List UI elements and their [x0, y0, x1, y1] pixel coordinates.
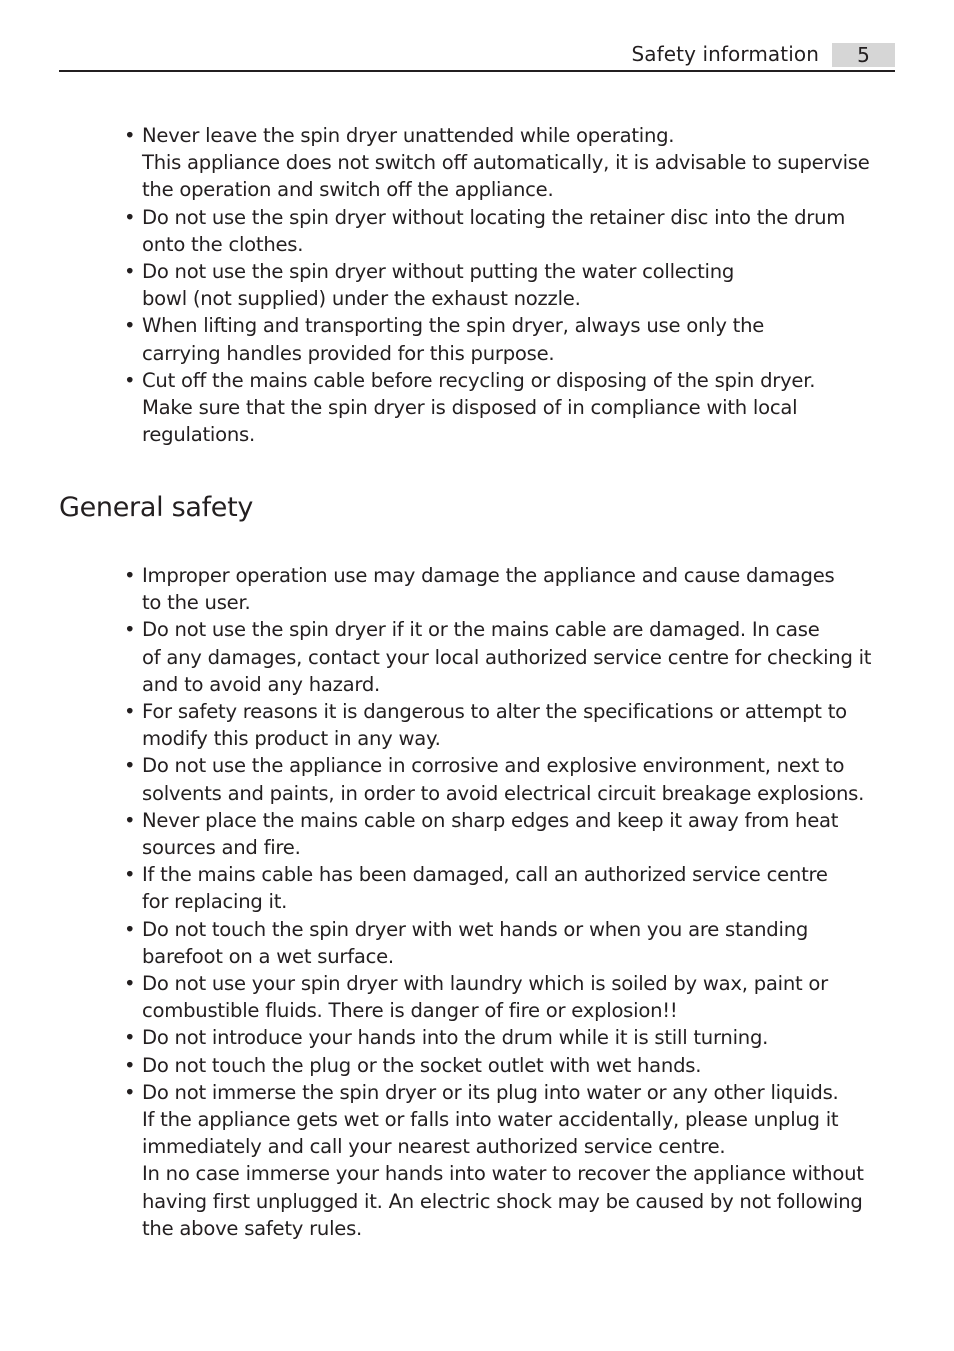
list-item-line: This appliance does not switch off automatically, it is advisable to supervise: [142, 151, 870, 175]
list-item: [124, 861, 869, 915]
list-item-line: • Do not touch the plug or the socket outlet with wet hands.: [142, 1053, 702, 1077]
list-item-line: carrying handles provided for this purpose.: [142, 341, 555, 365]
list-item-line: • Do not immerse the spin dryer or its plug into water or any other liquids.: [142, 1080, 839, 1104]
list-item-line: combustible fluids. There is danger of fire or explosion!!: [142, 999, 678, 1023]
list-item-line: • If the mains cable has been damaged, call an authorized service centre: [142, 863, 828, 887]
list-item-line: and to avoid any hazard.: [142, 672, 381, 696]
general-safety-list: [124, 562, 872, 1242]
list-item-line: • Do not introduce your hands into the drum while it is still turning.: [142, 1026, 769, 1050]
list-item-line: • Do not use the spin dryer if it or the mains cable are damaged. In case: [142, 618, 820, 642]
list-item-line: regulations.: [142, 423, 255, 447]
list-item-line: modify this product in any way.: [142, 727, 441, 751]
list-item-line: • For safety reasons it is dangerous to alter the specifications or attempt to: [142, 700, 847, 724]
list-item: [124, 1052, 869, 1079]
list-item: [124, 970, 869, 1024]
list-item-line: to the user.: [142, 591, 251, 615]
list-item-line: having first unplugged it. An electric shock may be caused by not following: [142, 1189, 863, 1213]
list-item: [124, 258, 869, 312]
list-item-line: • Cut off the mains cable before recycling or disposing of the spin dryer.: [142, 368, 816, 392]
list-item-line: If the appliance gets wet or falls into water accidentally, please unplug it: [142, 1108, 839, 1132]
list-item-line: for replacing it.: [142, 890, 288, 914]
list-item: [124, 204, 869, 258]
list-item-line: the above safety rules.: [142, 1216, 363, 1240]
list-item: [124, 1079, 869, 1242]
section-heading-general-safety: General safety: [59, 492, 254, 523]
list-item-line: • When lifting and transporting the spin dryer, always use only the: [142, 314, 765, 338]
list-item-line: • Never place the mains cable on sharp edges and keep it away from heat: [142, 808, 839, 832]
list-item-line: onto the clothes.: [142, 232, 304, 256]
list-item-line: • Do not use the spin dryer without locating the retainer disc into the drum: [142, 205, 846, 229]
header-title: Safety information: [631, 42, 819, 66]
list-item-line: • Improper operation use may damage the appliance and cause damages: [142, 564, 835, 587]
list-item-line: barefoot on a wet surface.: [142, 944, 394, 968]
list-item: [124, 562, 869, 616]
list-item-line: bowl (not supplied) under the exhaust nozzle.: [142, 287, 581, 311]
list-item: [124, 1024, 869, 1051]
list-item-line: • Do not use your spin dryer with laundry which is soiled by wax, paint or: [142, 972, 828, 996]
page-header: [59, 40, 895, 72]
list-item: [124, 752, 869, 806]
list-item: [124, 367, 869, 449]
list-item: [124, 122, 869, 204]
list-item: [124, 807, 869, 861]
list-item-line: • Do not touch the spin dryer with wet hands or when you are standing: [142, 917, 809, 941]
list-item-line: In no case immerse your hands into water to recover the appliance without: [142, 1162, 864, 1186]
list-item: [124, 698, 869, 752]
list-item-line: solvents and paints, in order to avoid electrical circuit breakage explosions.: [142, 781, 865, 805]
list-item: [124, 916, 869, 970]
page-number: 5: [832, 43, 895, 67]
list-item: [124, 616, 872, 698]
list-item-line: of any damages, contact your local authorized service centre for checking it: [142, 645, 872, 669]
list-item-line: Make sure that the spin dryer is disposed of in compliance with local: [142, 396, 798, 420]
list-item-line: the operation and switch off the appliance.: [142, 178, 554, 202]
list-item-line: sources and fire.: [142, 836, 301, 860]
list-item-line: • Never leave the spin dryer unattended while operating.: [142, 124, 675, 147]
list-item-line: immediately and call your nearest authorized service centre.: [142, 1135, 726, 1159]
list-item: [124, 312, 869, 366]
list-item-line: • Do not use the spin dryer without putting the water collecting: [142, 260, 735, 284]
list-item-line: • Do not use the appliance in corrosive and explosive environment, next to: [142, 754, 845, 778]
intro-safety-list: [124, 122, 869, 448]
